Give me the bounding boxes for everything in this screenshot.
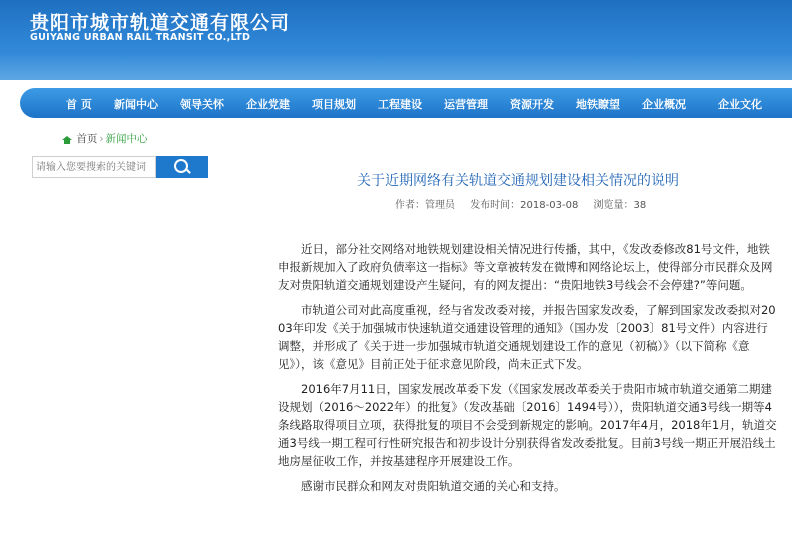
article-paragraph: 2016年7月11日，国家发展改革委下发（《国家发展改革委关于贵阳市城市轨道交通第二期建设规划（2016～2022年）的批复》（发改基础〔2016〕1494号）），贵阳轨道交通3号线一期等4条线路取得项目立项，获得批复的项目不会受到新规定的影响。2017年4月，2018年1月，轨道交通3号线一期工程可行性研究报告和初步设计分别获得省发改委批复。目前3号线一期正开展沿线土地房屋征收工作，并按基建程序开展建设工作。	[278, 382, 777, 468]
breadcrumb-home[interactable]: 首页	[76, 133, 98, 145]
breadcrumb-separator: ›	[99, 133, 104, 145]
article-paragraph: 市轨道公司对此高度重视，经与省发改委对接，并报告国家发改委，了解到国家发改委拟对2003年印发《关于加强城市快速轨道交通建设管理的通知》（国办发〔2003〕81号文件）内容进行调整，并形成了《关于进一步加强城市轨道交通规划建设工作的意见（初稿）》（以下简称《意见》），该《意见》目前正处于征求意见阶段，尚未正式下发。	[278, 303, 776, 371]
breadcrumb	[62, 131, 148, 146]
nav-item-party[interactable]: 企业党建	[246, 98, 290, 111]
article-meta	[395, 196, 658, 211]
company-name-cn[interactable]: 贵阳市城市轨道交通有限公司	[30, 12, 291, 34]
nav-item-resources[interactable]: 资源开发	[510, 98, 554, 111]
nav-item-construction[interactable]: 工程建设	[378, 98, 422, 111]
company-name-en[interactable]: GUIYANG URBAN RAIL TRANSIT CO.,LTD	[30, 32, 251, 43]
home-icon	[62, 136, 72, 140]
article-paragraph: 近日，部分社交网络对地铁规划建设相关情况进行传播，其中，《发改委修改81号文件，地铁申报新规加入了政府负债率这一指标》等文章被转发在微博和网络论坛上，使得部分市民群众及网友对贵阳轨道交通规划建设产生疑问，有的网友提出：“贵阳地铁3号线会不会停建?”等问题。	[278, 242, 773, 292]
main-nav	[20, 88, 792, 118]
search-icon-handle	[185, 168, 191, 174]
header-decoration	[0, 52, 792, 80]
nav-item-leadership[interactable]: 领导关怀	[180, 98, 224, 111]
article-content	[278, 240, 778, 502]
nav-item-outlook[interactable]: 地铁瞭望	[576, 98, 620, 111]
article-title: 关于近期网络有关轨道交通规划建设相关情况的说明	[357, 173, 679, 189]
nav-item-culture[interactable]: 企业文化	[718, 98, 762, 111]
breadcrumb-current[interactable]: 新闻中心	[105, 133, 148, 145]
article-time: 发布时间：2018-03-08	[470, 200, 579, 211]
nav-item-overview[interactable]: 企业概况	[642, 98, 686, 111]
article-views: 浏览量：38	[593, 200, 647, 211]
nav-item-news[interactable]: 新闻中心	[114, 98, 158, 111]
article-paragraph: 感谢市民群众和网友对贵阳轨道交通的关心和支持。	[301, 479, 566, 493]
search-input[interactable]	[32, 156, 156, 178]
nav-wrapper	[0, 80, 792, 120]
nav-item-planning[interactable]: 项目规划	[312, 98, 356, 111]
site-header	[0, 0, 792, 80]
article-author: 作者：管理员	[395, 200, 455, 211]
search-button[interactable]	[156, 156, 208, 178]
nav-item-operations[interactable]: 运营管理	[444, 98, 488, 111]
nav-item-home[interactable]: 首 页	[66, 98, 92, 111]
